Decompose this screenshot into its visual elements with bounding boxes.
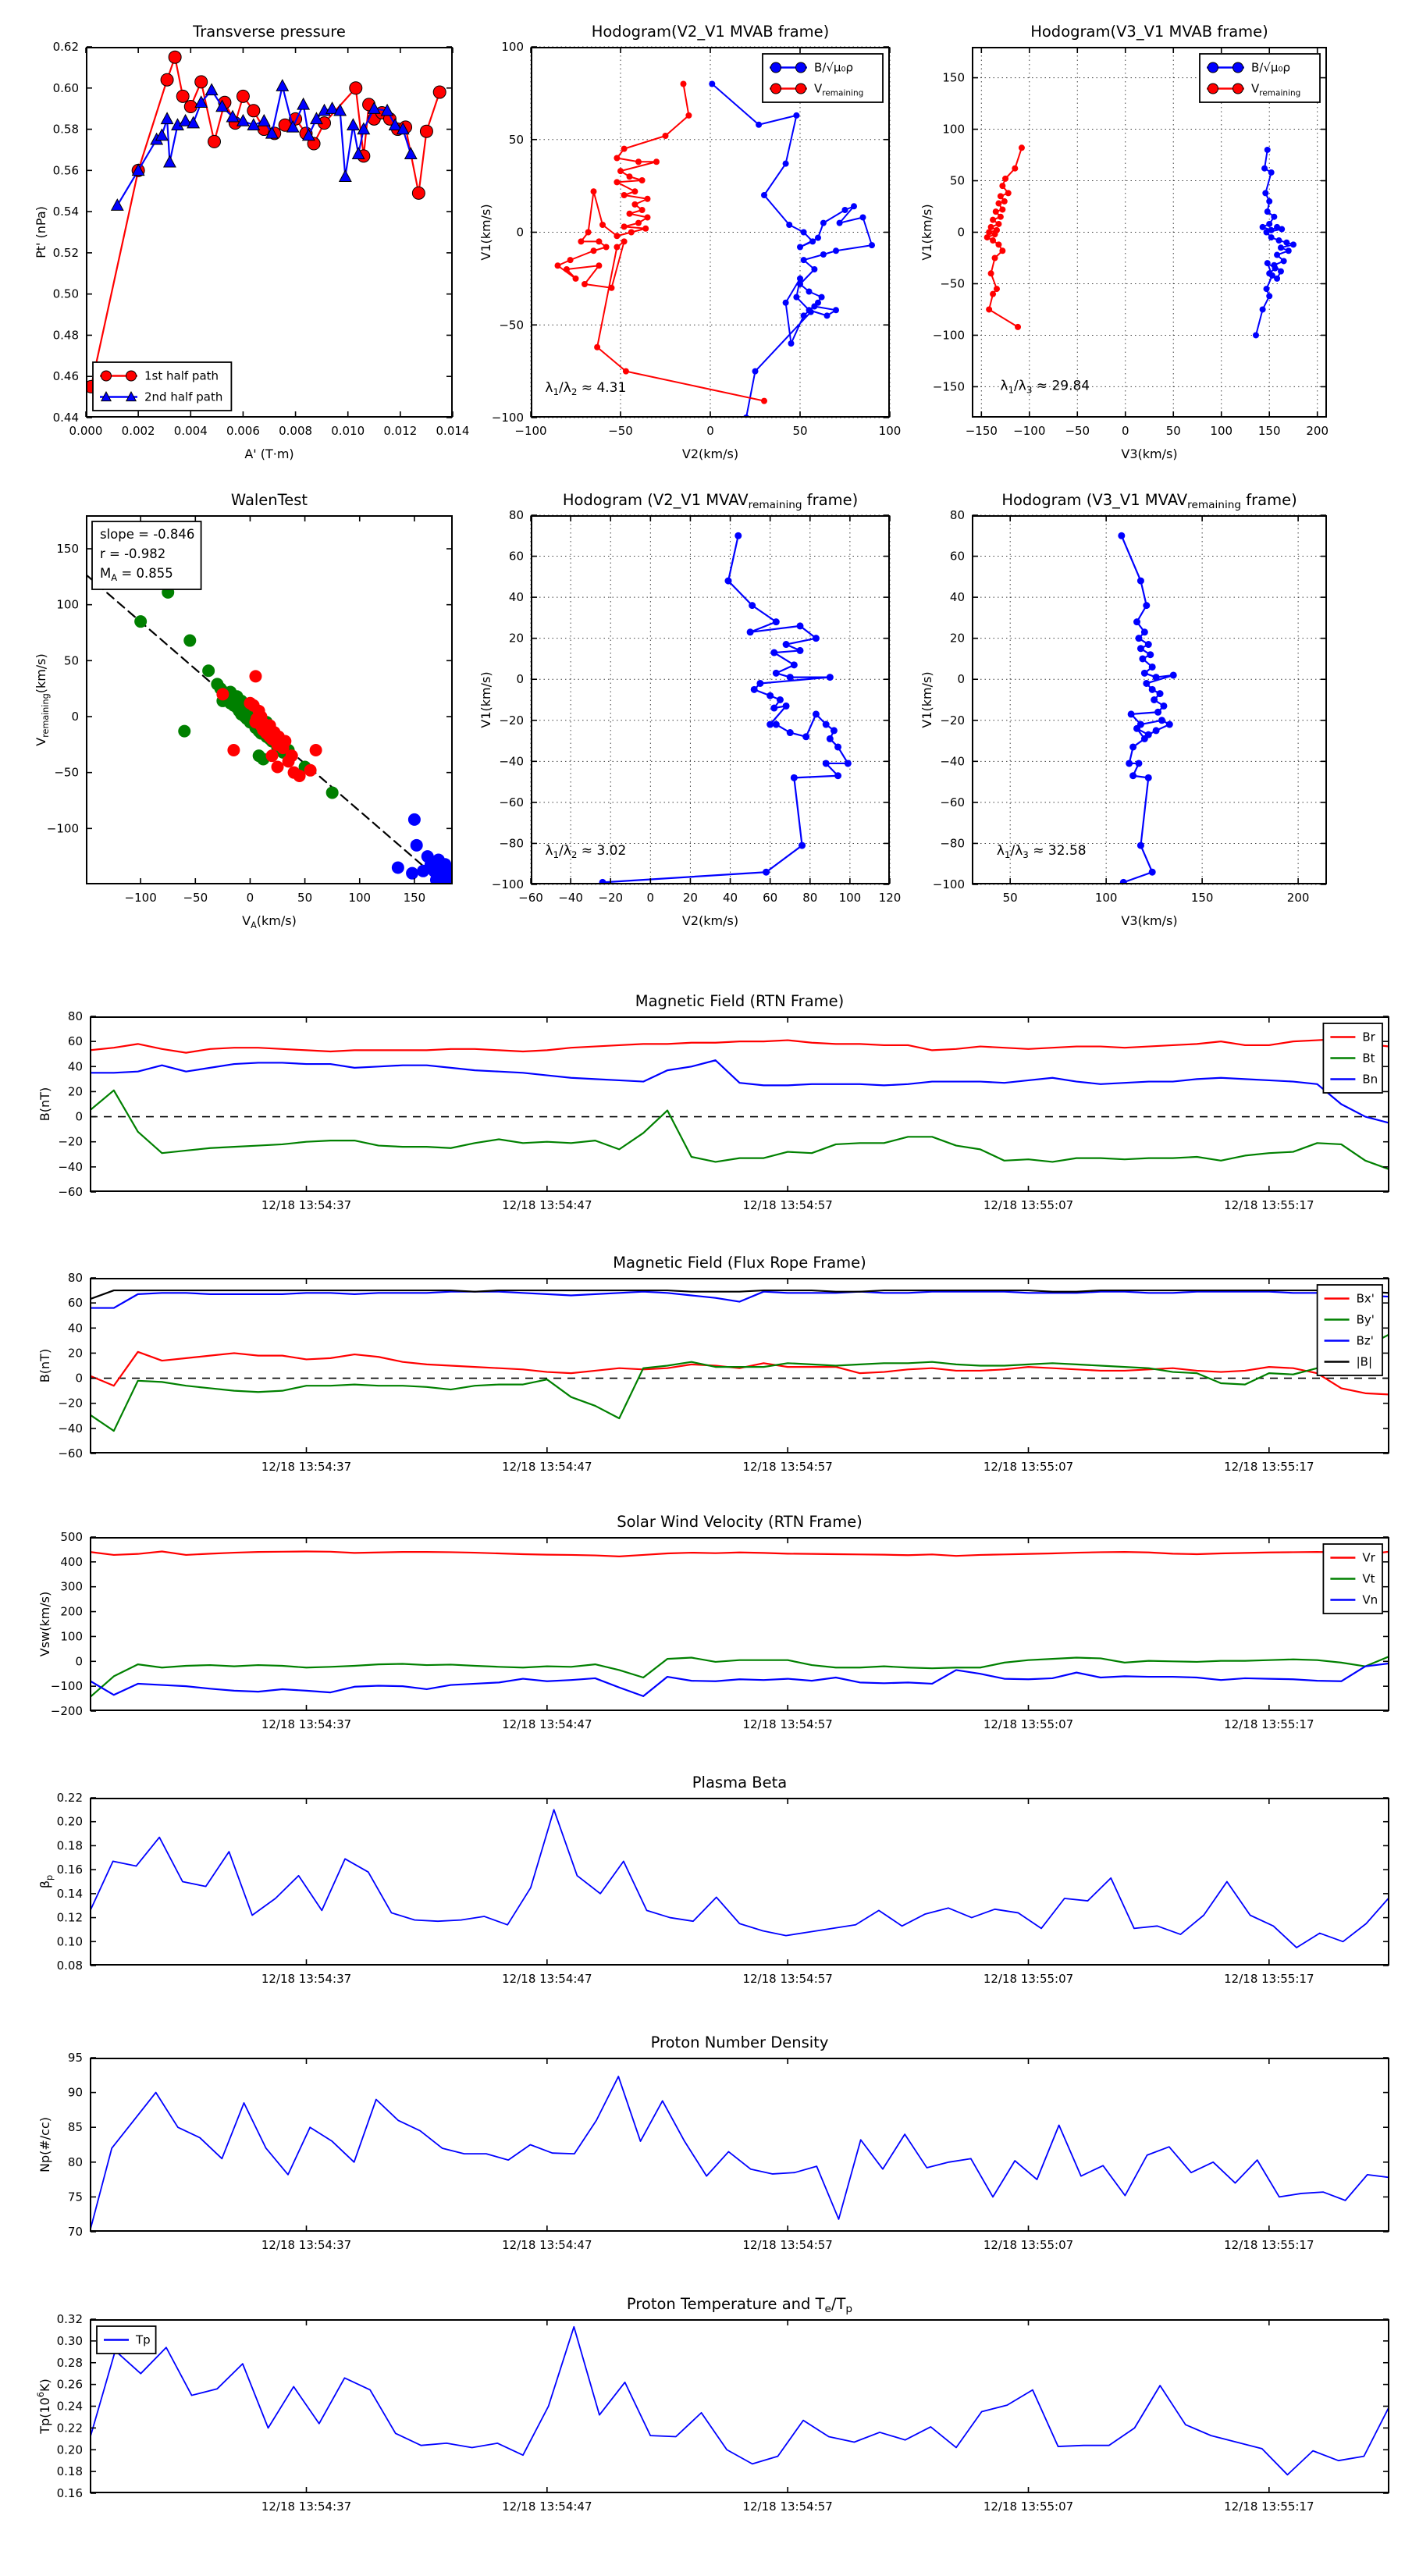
- svg-text:12/18 13:54:57: 12/18 13:54:57: [742, 1198, 833, 1212]
- chart-hodogram-v2v1-mvab: [478, 23, 902, 461]
- svg-text:200: 200: [1286, 891, 1310, 905]
- svg-text:−80: −80: [940, 836, 965, 851]
- ticks: [57, 1791, 1389, 1986]
- panel-solar-wind-velocity: [37, 1513, 1389, 1731]
- svg-text:150: 150: [1257, 424, 1281, 438]
- ticks: [51, 1530, 1389, 1731]
- chart-magnetic-field-rtn: [37, 992, 1389, 1212]
- svg-text:2nd half path: 2nd half path: [144, 390, 223, 404]
- svg-text:−20: −20: [58, 1396, 83, 1411]
- svg-text:−40: −40: [558, 891, 583, 905]
- svg-text:12/18 13:55:17: 12/18 13:55:17: [1224, 2500, 1314, 2514]
- svg-text:−40: −40: [58, 1421, 83, 1436]
- panel-proton-number-density: [37, 2033, 1389, 2252]
- svg-text:150: 150: [1190, 891, 1214, 905]
- svg-text:12/18 13:55:17: 12/18 13:55:17: [1224, 1972, 1314, 1986]
- svg-text:40: 40: [67, 1059, 83, 1074]
- series-V-hodogram: [984, 144, 1025, 330]
- svg-text:−100: −100: [932, 328, 965, 343]
- svg-text:Bx': Bx': [1356, 1291, 1375, 1306]
- svg-text:60: 60: [67, 1296, 83, 1311]
- svg-text:0: 0: [75, 1109, 83, 1124]
- grid: [972, 515, 1327, 884]
- svg-text:−150: −150: [932, 379, 965, 394]
- svg-text:0: 0: [957, 225, 965, 240]
- svg-text:20: 20: [67, 1346, 83, 1361]
- svg-text:0.20: 0.20: [56, 1814, 83, 1829]
- svg-text:200: 200: [60, 1604, 83, 1619]
- panel-hodogram-v3v1-mvav: [919, 491, 1327, 928]
- svg-text:12/18 13:54:47: 12/18 13:54:47: [502, 1972, 592, 1986]
- svg-text:12/18 13:54:47: 12/18 13:54:47: [502, 1717, 592, 1731]
- svg-text:50: 50: [508, 132, 524, 147]
- svg-text:0.012: 0.012: [383, 424, 418, 438]
- chart-hodogram-v3v1-mvav: [919, 491, 1327, 928]
- series-group: [85, 51, 446, 393]
- series-Bz': [90, 1292, 1389, 1308]
- svg-text:Vt: Vt: [1362, 1571, 1375, 1586]
- svg-text:50: 50: [63, 653, 79, 668]
- svg-text:0: 0: [1121, 424, 1129, 438]
- series-B-hodogram: [1253, 147, 1297, 339]
- svg-text:90: 90: [67, 2085, 83, 2100]
- x-axis-label: V3(km/s): [1121, 447, 1178, 461]
- svg-text:0: 0: [706, 424, 714, 438]
- svg-text:0.22: 0.22: [56, 2421, 83, 2435]
- svg-text:0.32: 0.32: [56, 2312, 83, 2326]
- series-Vn: [90, 1663, 1389, 1696]
- svg-text:100: 100: [60, 1629, 83, 1644]
- axes-frame: [91, 1017, 1389, 1191]
- annotation: $\lambda_1/\lambda_3 \approx 32.58$: [996, 843, 1087, 861]
- svg-text:50: 50: [297, 891, 313, 905]
- series-group: [90, 1039, 1389, 1169]
- ticks: [492, 508, 902, 905]
- svg-text:0.52: 0.52: [52, 245, 79, 260]
- svg-text:50: 50: [792, 424, 808, 438]
- axes-frame: [91, 2058, 1389, 2231]
- ticks: [57, 2312, 1389, 2514]
- svg-text:12/18 13:54:57: 12/18 13:54:57: [742, 1972, 833, 1986]
- svg-text:−40: −40: [940, 754, 965, 769]
- series-group: [90, 2076, 1389, 2232]
- svg-text:0.14: 0.14: [56, 1886, 83, 1901]
- grid: [531, 515, 890, 884]
- svg-text:20: 20: [508, 631, 524, 646]
- svg-text:−60: −60: [58, 1185, 83, 1199]
- svg-text:12/18 13:55:07: 12/18 13:55:07: [983, 2238, 1074, 2252]
- svg-text:40: 40: [723, 891, 738, 905]
- svg-text:95: 95: [67, 2051, 83, 2065]
- svg-text:B/√μ₀ρ: B/√μ₀ρ: [1251, 60, 1290, 75]
- svg-text:MA = 0.855: $M_A = 0.855$: [100, 566, 173, 583]
- svg-text:200: 200: [1306, 424, 1329, 438]
- legend: [97, 2326, 156, 2354]
- svg-text:100: 100: [1210, 424, 1233, 438]
- svg-text:60: 60: [949, 549, 965, 564]
- series-Bn: [90, 1060, 1389, 1123]
- svg-text:100: 100: [878, 424, 902, 438]
- svg-text:−100: −100: [1013, 424, 1046, 438]
- svg-text:Vr: Vr: [1362, 1550, 1375, 1565]
- svg-text:−20: −20: [598, 891, 624, 905]
- svg-text:12/18 13:55:17: 12/18 13:55:17: [1224, 2238, 1314, 2252]
- svg-text:300: 300: [60, 1579, 83, 1594]
- svg-text:Vremaining: $V_{remaining}$: [814, 81, 864, 98]
- series-Br: [90, 1039, 1389, 1053]
- legend: [1323, 1544, 1382, 1614]
- panel-plasma-beta: [37, 1774, 1389, 1986]
- svg-text:−60: −60: [940, 795, 965, 809]
- series-group: [90, 1809, 1389, 1948]
- legend: [763, 54, 883, 102]
- series-Bt: [90, 1091, 1389, 1169]
- series-Vr: [90, 1551, 1389, 1556]
- svg-text:1st half path: 1st half path: [144, 368, 219, 383]
- svg-text:0.62: 0.62: [52, 40, 79, 54]
- svg-text:0: 0: [246, 891, 254, 905]
- svg-text:−20: −20: [58, 1134, 83, 1149]
- svg-text:60: 60: [763, 891, 778, 905]
- y-axis-label: $Tp(10^6K)$: [36, 2379, 52, 2434]
- svg-text:r = -0.982: r = -0.982: [100, 546, 166, 561]
- panel-hodogram-v2v1-mvav: [478, 491, 902, 928]
- svg-text:12/18 13:54:57: 12/18 13:54:57: [742, 1460, 833, 1474]
- svg-text:0.008: 0.008: [279, 424, 313, 438]
- svg-text:12/18 13:55:17: 12/18 13:55:17: [1224, 1717, 1314, 1731]
- series-By': [90, 1334, 1389, 1431]
- x-axis-label: V2(km/s): [681, 447, 739, 461]
- y-axis-label: Np(#/cc): [37, 2117, 52, 2172]
- y-axis-label: V1(km/s): [478, 204, 493, 261]
- svg-text:0.56: 0.56: [52, 163, 79, 178]
- series-group: [90, 1551, 1389, 1697]
- svg-text:12/18 13:55:07: 12/18 13:55:07: [983, 2500, 1074, 2514]
- svg-text:0.006: 0.006: [226, 424, 260, 438]
- series-1st half path: [85, 51, 446, 393]
- y-axis-label: Pt' (nPa): [34, 206, 48, 258]
- svg-text:−50: −50: [183, 891, 208, 905]
- svg-text:0.10: 0.10: [56, 1934, 83, 1949]
- svg-text:0.20: 0.20: [56, 2443, 83, 2457]
- chart-title: Hodogram(V2_V1 MVAB frame): [591, 23, 830, 41]
- svg-text:12/18 13:54:57: 12/18 13:54:57: [742, 2500, 833, 2514]
- svg-text:By': By': [1356, 1312, 1375, 1327]
- svg-text:12/18 13:54:57: 12/18 13:54:57: [742, 1717, 833, 1731]
- svg-text:20: 20: [67, 1084, 83, 1099]
- svg-text:0.28: 0.28: [56, 2355, 83, 2370]
- y-axis-label: B(nT): [37, 1087, 52, 1122]
- svg-text:−100: −100: [491, 877, 524, 891]
- svg-text:12/18 13:55:07: 12/18 13:55:07: [983, 1972, 1074, 1986]
- chart-hodogram-v3v1-mvab: [919, 23, 1329, 461]
- chart-solar-wind-velocity: [37, 1513, 1389, 1731]
- svg-text:0: 0: [957, 672, 965, 687]
- axes-frame: [91, 2320, 1389, 2492]
- svg-text:12/18 13:55:07: 12/18 13:55:07: [983, 1198, 1074, 1212]
- svg-text:−60: −60: [499, 795, 524, 809]
- svg-text:0: 0: [71, 710, 79, 724]
- svg-text:0.004: 0.004: [173, 424, 208, 438]
- y-axis-label: V1(km/s): [919, 671, 934, 728]
- legend: [1318, 1285, 1382, 1375]
- svg-text:0.44: 0.44: [52, 411, 79, 425]
- panel-hodogram-v3v1-mvab: [919, 23, 1329, 461]
- chart-title: Hodogram (V2_V1 $MVAV_{remaining}$ frame): [562, 491, 859, 511]
- x-axis-label: $V_A(km/s)$: [242, 913, 297, 930]
- legend: [1323, 1023, 1382, 1093]
- svg-text:−100: −100: [124, 891, 157, 905]
- svg-text:50: 50: [1165, 424, 1181, 438]
- svg-text:80: 80: [67, 2154, 83, 2169]
- ticks: [933, 508, 1326, 905]
- chart-title: Hodogram (V3_V1 $MVAV_{remaining}$ frame): [1001, 491, 1297, 511]
- svg-text:100: 100: [348, 891, 372, 905]
- y-axis-label: Vsw(km/s): [37, 1591, 52, 1657]
- svg-text:−100: −100: [491, 411, 524, 425]
- chart-title: WalenTest: [230, 491, 308, 509]
- chart-title: Magnetic Field (RTN Frame): [635, 992, 845, 1010]
- svg-text:0.18: 0.18: [56, 2464, 83, 2479]
- svg-text:100: 100: [838, 891, 862, 905]
- svg-text:−20: −20: [940, 713, 965, 728]
- panel-transverse-pressure: [34, 23, 470, 461]
- svg-text:0.24: 0.24: [56, 2399, 83, 2414]
- svg-text:12/18 13:54:47: 12/18 13:54:47: [502, 2238, 592, 2252]
- series-blue-points: [392, 813, 464, 888]
- chart-proton-temperature: [36, 2295, 1389, 2514]
- y-axis-label: $V_{remaining}(km/s)$: [34, 653, 51, 746]
- svg-text:100: 100: [1094, 891, 1118, 905]
- svg-text:0: 0: [516, 225, 524, 240]
- svg-text:0.18: 0.18: [56, 1838, 83, 1853]
- svg-text:12/18 13:54:47: 12/18 13:54:47: [502, 1460, 592, 1474]
- svg-text:−50: −50: [1065, 424, 1090, 438]
- svg-text:12/18 13:55:07: 12/18 13:55:07: [983, 1717, 1074, 1731]
- axes-frame: [91, 1279, 1389, 1453]
- svg-text:−100: −100: [50, 1679, 83, 1694]
- svg-text:0: 0: [646, 891, 655, 905]
- svg-text:80: 80: [67, 1009, 83, 1023]
- svg-text:Bt: Bt: [1362, 1051, 1375, 1066]
- chart-transverse-pressure: [34, 23, 470, 461]
- series-group: [90, 2327, 1389, 2475]
- series-Tp: [90, 2327, 1389, 2475]
- svg-text:150: 150: [942, 70, 965, 85]
- svg-text:400: 400: [60, 1554, 83, 1569]
- svg-text:|B|: |B|: [1356, 1354, 1373, 1369]
- legend: [93, 362, 231, 411]
- y-axis-label: B(nT): [37, 1348, 52, 1383]
- annotation: $\lambda_1/\lambda_2 \approx 4.31$: [545, 379, 627, 397]
- series-V-hodogram: [555, 81, 768, 404]
- svg-text:Bn: Bn: [1362, 1072, 1378, 1087]
- series-group: [86, 575, 469, 906]
- svg-text:−100: −100: [932, 877, 965, 891]
- series-Np: [90, 2076, 1389, 2232]
- svg-text:0.58: 0.58: [52, 122, 79, 137]
- svg-text:−100: −100: [514, 424, 547, 438]
- x-axis-label: V2(km/s): [681, 913, 739, 928]
- x-axis-label: V3(km/s): [1121, 913, 1178, 928]
- svg-text:12/18 13:54:57: 12/18 13:54:57: [742, 2238, 833, 2252]
- svg-text:−20: −20: [499, 713, 524, 728]
- axes-frame: [91, 1799, 1389, 1965]
- svg-text:12/18 13:54:47: 12/18 13:54:47: [502, 1198, 592, 1212]
- svg-text:100: 100: [942, 122, 965, 137]
- svg-text:12/18 13:54:37: 12/18 13:54:37: [261, 2238, 352, 2252]
- svg-text:0.000: 0.000: [69, 424, 103, 438]
- svg-text:12/18 13:54:37: 12/18 13:54:37: [261, 1717, 352, 1731]
- svg-text:0.50: 0.50: [52, 286, 79, 301]
- svg-text:100: 100: [501, 40, 524, 54]
- svg-text:12/18 13:54:37: 12/18 13:54:37: [261, 1198, 352, 1212]
- svg-text:40: 40: [508, 590, 524, 605]
- ticks: [58, 1009, 1389, 1212]
- svg-text:0: 0: [75, 1371, 83, 1386]
- series-B-hodogram: [709, 81, 875, 422]
- svg-text:−150: −150: [965, 424, 998, 438]
- svg-text:80: 80: [802, 891, 818, 905]
- y-axis-label: V1(km/s): [478, 671, 493, 728]
- chart-title: Proton Number Density: [650, 2033, 829, 2051]
- axes-frame: [87, 48, 452, 417]
- series-group: [90, 1290, 1389, 1431]
- annotation: $\lambda_1/\lambda_3 \approx 29.84$: [1000, 378, 1090, 396]
- svg-text:20: 20: [682, 891, 698, 905]
- chart-magnetic-field-flux-rope: [37, 1254, 1389, 1474]
- svg-text:−60: −60: [518, 891, 543, 905]
- axes-frame: [91, 1538, 1389, 1710]
- svg-text:40: 40: [949, 590, 965, 605]
- axes-frame: [973, 516, 1326, 884]
- svg-text:12/18 13:54:47: 12/18 13:54:47: [502, 2500, 592, 2514]
- svg-text:12/18 13:55:17: 12/18 13:55:17: [1224, 1198, 1314, 1212]
- svg-text:B/√μ₀ρ: B/√μ₀ρ: [814, 60, 853, 75]
- panel-magnetic-field-fluxrope: [37, 1254, 1389, 1474]
- svg-text:0.22: 0.22: [56, 1791, 83, 1805]
- svg-text:0.014: 0.014: [436, 424, 470, 438]
- svg-text:−50: −50: [940, 276, 965, 291]
- chart-hodogram-v2v1-mvav: [478, 491, 902, 928]
- chart-title: Magnetic Field (Flux Rope Frame): [613, 1254, 866, 1272]
- svg-text:12/18 13:54:37: 12/18 13:54:37: [261, 1460, 352, 1474]
- svg-text:−100: −100: [46, 821, 79, 836]
- svg-text:−40: −40: [499, 754, 524, 769]
- chart-title: Proton Temperature and $T_e/T_p$: [626, 2295, 853, 2315]
- svg-text:0: 0: [516, 672, 524, 687]
- svg-text:12/18 13:55:07: 12/18 13:55:07: [983, 1460, 1074, 1474]
- chart-title: Plasma Beta: [692, 1774, 788, 1791]
- panel-hodogram-v2v1-mvab: [478, 23, 902, 461]
- svg-text:85: 85: [67, 2120, 83, 2135]
- svg-text:150: 150: [56, 542, 79, 556]
- svg-text:−200: −200: [50, 1704, 83, 1718]
- svg-text:Bz': Bz': [1356, 1333, 1374, 1348]
- series-beta-p: [90, 1809, 1389, 1948]
- svg-text:Vn: Vn: [1362, 1592, 1378, 1607]
- svg-text:0.16: 0.16: [56, 2486, 83, 2500]
- svg-text:0.54: 0.54: [52, 205, 79, 219]
- svg-text:40: 40: [67, 1321, 83, 1336]
- svg-text:0.46: 0.46: [52, 369, 79, 384]
- chart-title: Hodogram(V3_V1 MVAB frame): [1030, 23, 1268, 41]
- svg-text:0.60: 0.60: [52, 80, 79, 95]
- svg-text:0.30: 0.30: [56, 2333, 83, 2348]
- panel-proton-temperature: [36, 2295, 1389, 2514]
- svg-text:slope = -0.846: slope = -0.846: [100, 527, 195, 542]
- svg-text:20: 20: [949, 631, 965, 646]
- svg-text:Vremaining: $V_{remaining}$: [1251, 81, 1301, 98]
- series-group: [555, 81, 876, 422]
- svg-text:−50: −50: [54, 765, 79, 780]
- svg-text:150: 150: [403, 891, 426, 905]
- svg-text:−50: −50: [608, 424, 633, 438]
- svg-text:120: 120: [878, 891, 902, 905]
- chart-title: Solar Wind Velocity (RTN Frame): [617, 1513, 863, 1531]
- svg-text:60: 60: [67, 1034, 83, 1049]
- series-V-hodogram: [599, 532, 852, 886]
- chart-title: Transverse pressure: [193, 23, 346, 41]
- svg-text:0.002: 0.002: [121, 424, 155, 438]
- chart-proton-number-density: [37, 2033, 1389, 2252]
- svg-text:75: 75: [67, 2190, 83, 2204]
- svg-text:−50: −50: [499, 318, 524, 333]
- chart-walen-test: [34, 491, 453, 930]
- svg-text:80: 80: [949, 508, 965, 522]
- annotation: $\lambda_1/\lambda_2 \approx 3.02$: [545, 843, 627, 861]
- legend: [1200, 54, 1320, 102]
- svg-text:100: 100: [56, 597, 79, 612]
- y-axis-label: V1(km/s): [919, 204, 934, 261]
- svg-text:0.08: 0.08: [56, 1959, 83, 1973]
- series-group: [984, 144, 1297, 338]
- svg-text:50: 50: [1002, 891, 1018, 905]
- svg-text:Tp: Tp: [136, 2332, 151, 2347]
- x-axis-label: A' (T·m): [244, 447, 294, 461]
- panel-walen-test: [34, 491, 453, 930]
- svg-text:−80: −80: [499, 836, 524, 851]
- svg-text:Br: Br: [1362, 1030, 1375, 1044]
- svg-text:500: 500: [60, 1530, 83, 1544]
- axes-frame: [532, 516, 889, 884]
- series-group: [599, 532, 852, 886]
- svg-text:0: 0: [75, 1654, 83, 1669]
- svg-text:0.16: 0.16: [56, 1863, 83, 1877]
- svg-text:80: 80: [508, 508, 524, 522]
- svg-text:12/18 13:54:37: 12/18 13:54:37: [261, 2500, 352, 2514]
- stats-box: [92, 521, 201, 589]
- panel-magnetic-field-rtn: [37, 992, 1389, 1212]
- svg-text:12/18 13:55:17: 12/18 13:55:17: [1224, 1460, 1314, 1474]
- svg-text:12/18 13:54:37: 12/18 13:54:37: [261, 1972, 352, 1986]
- svg-text:50: 50: [949, 173, 965, 188]
- svg-text:0.010: 0.010: [331, 424, 365, 438]
- svg-text:70: 70: [67, 2225, 83, 2239]
- svg-text:0.12: 0.12: [56, 1910, 83, 1925]
- series-group: [1118, 532, 1176, 886]
- svg-text:0.26: 0.26: [56, 2377, 83, 2392]
- series-V-hodogram: [1118, 532, 1176, 886]
- y-axis-label: $\beta_p$: [37, 1874, 55, 1889]
- svg-text:−40: −40: [58, 1159, 83, 1174]
- svg-text:−60: −60: [58, 1446, 83, 1461]
- svg-text:60: 60: [508, 549, 524, 564]
- svg-text:0.48: 0.48: [52, 328, 79, 343]
- svg-text:80: 80: [67, 1271, 83, 1285]
